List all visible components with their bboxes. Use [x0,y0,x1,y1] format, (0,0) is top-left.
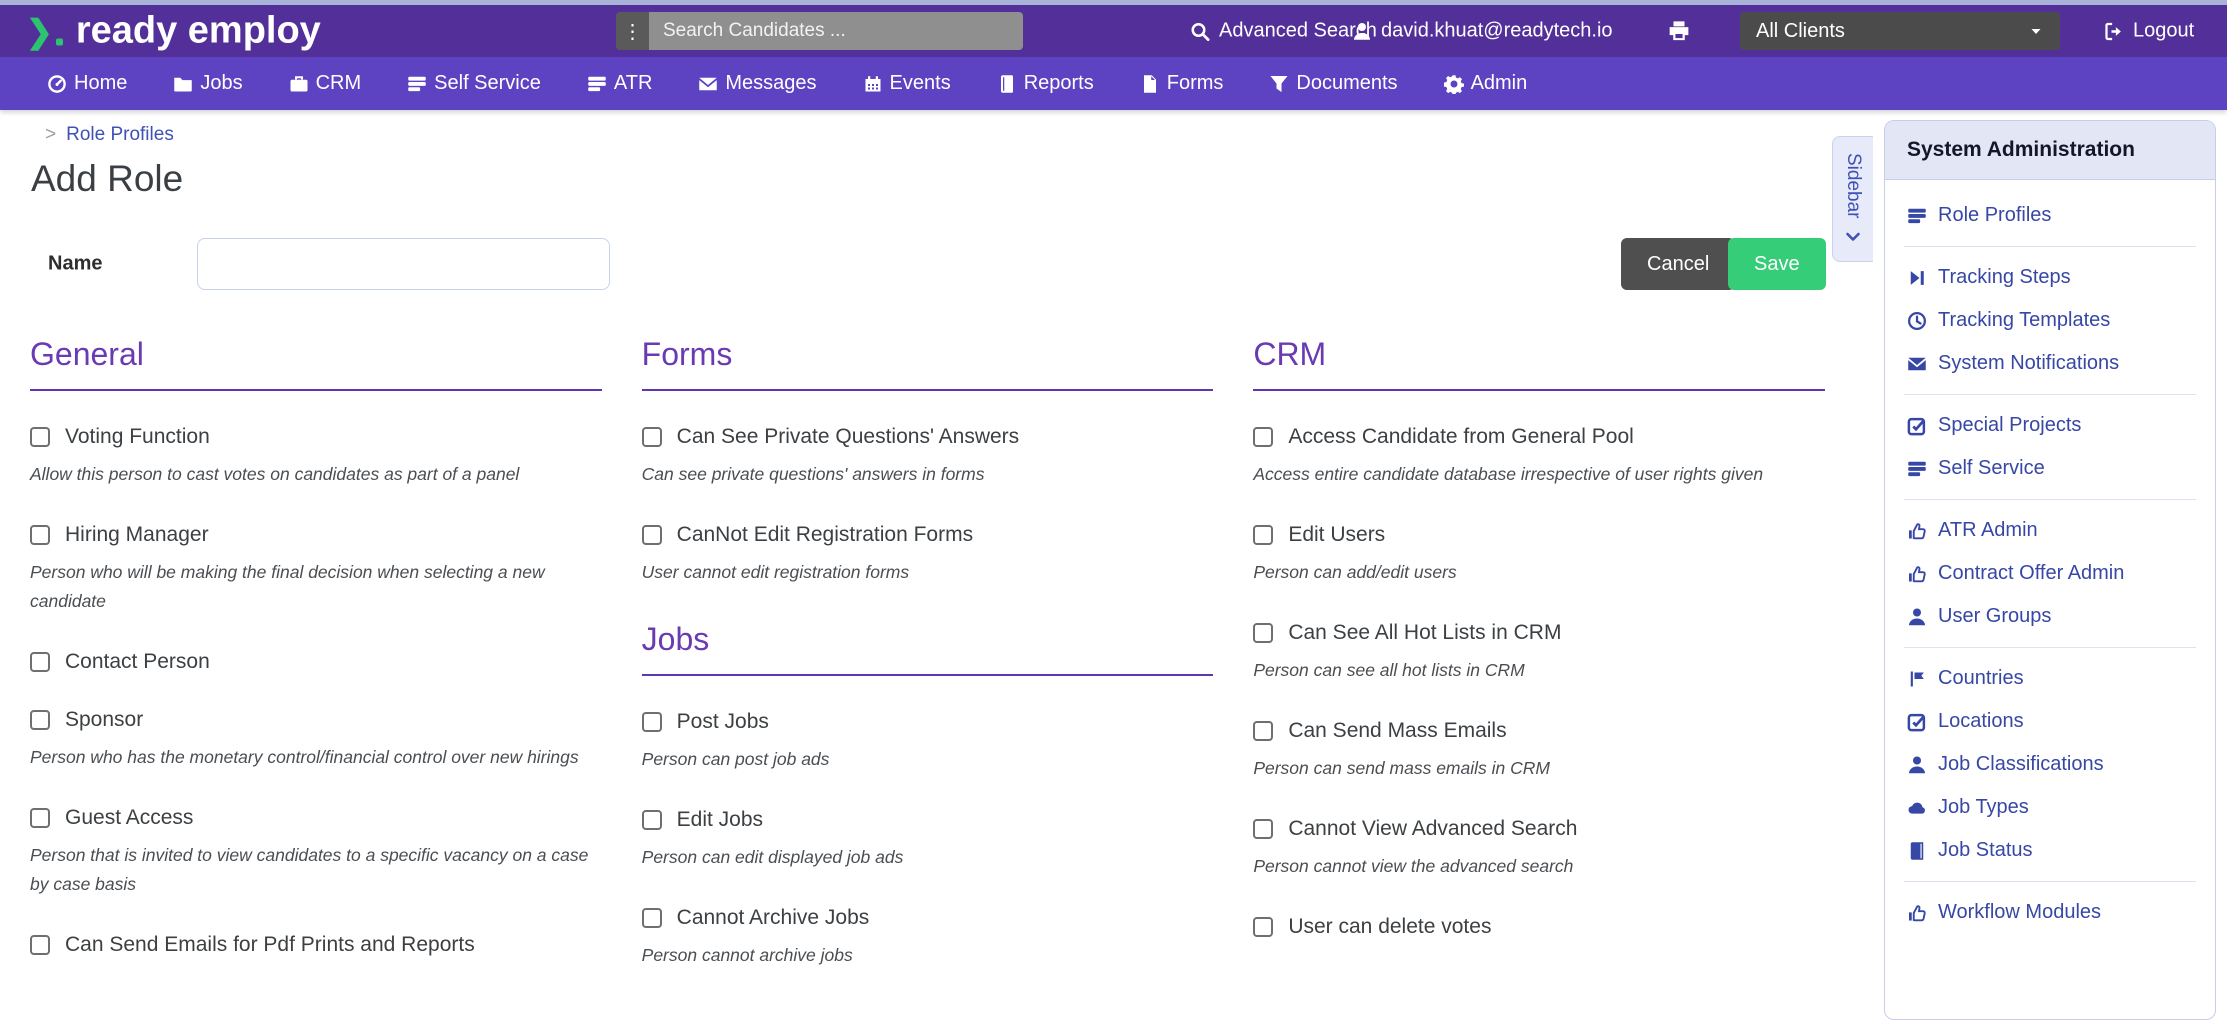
permission-item [1253,425,1825,489]
sidebar-item-locations[interactable]: Locations [1885,700,2215,743]
printer-icon [1668,20,1690,42]
permission-label: Can See All Hot Lists in CRM [1288,621,1562,644]
section-jobs [642,621,1214,970]
sidebar-item-tracking-steps[interactable]: Tracking Steps [1885,256,2215,299]
candidate-search [616,12,1023,50]
hot-lists-checkbox[interactable] [1253,623,1273,643]
advanced-search-link[interactable] [1190,20,1377,43]
permission-label: Hiring Manager [65,523,209,546]
gauge-icon [47,74,67,94]
section-title: Jobs [642,621,1214,676]
caret-down-icon [2028,23,2044,39]
gear-icon [1444,74,1464,94]
permission-list [30,425,602,957]
column-general [30,336,602,991]
section-title: Forms [642,336,1214,391]
nav-events[interactable]: Events [863,72,951,95]
permission-item [30,425,602,489]
permission-label: Access Candidate from General Pool [1288,425,1634,448]
cloud-icon [1907,798,1927,818]
client-filter-value: All Clients [1756,19,1845,42]
permissions-columns [30,336,1825,1004]
permission-description: Person who will be making the final decision when selecting a new candidate [30,562,545,611]
envelope-icon [698,74,718,94]
permission-item [642,425,1214,489]
permission-description: Person who has the monetary control/financial control over new hirings [30,747,579,767]
divider [1904,499,2196,500]
permission-item [30,708,602,772]
thumbs-up-icon [1907,903,1927,923]
permission-item [1253,621,1825,685]
sidebar-item-special-projects[interactable]: Special Projects [1885,404,2215,447]
send-emails-pdf-checkbox[interactable] [30,935,50,955]
permission-list [642,710,1214,970]
permission-label: Sponsor [65,708,144,731]
logo-chevron-icon: ❯ [26,13,53,49]
sponsor-checkbox[interactable] [30,710,50,730]
section-general [30,336,602,957]
flag-icon [1907,669,1927,689]
permission-item [1253,915,1825,939]
report-icon [997,74,1017,94]
nav-messages[interactable]: Messages [698,72,816,95]
search-input[interactable] [649,12,1023,50]
sidebar-item-job-types[interactable]: Job Types [1885,786,2215,829]
role-name-input[interactable] [197,238,610,290]
cannot-view-advanced-search-checkbox[interactable] [1253,819,1273,839]
nav-documents[interactable]: Documents [1269,72,1397,95]
divider [1904,881,2196,882]
logout-label: Logout [2133,19,2195,42]
server-icon [407,74,427,94]
app-header [0,5,2227,57]
menu-dots-icon: ⋮ [622,20,643,43]
main-nav [0,57,2227,110]
name-label: Name [48,252,103,275]
briefcase-icon [289,74,309,94]
sidebar-item-workflow-modules[interactable]: Workflow Modules [1885,891,2215,934]
save-button[interactable]: Save [1728,238,1826,290]
person-icon [1907,607,1927,627]
calendar-icon [863,74,883,94]
permission-description: Person can post job ads [641,749,830,769]
sidebar-item-countries[interactable]: Countries [1885,657,2215,700]
voting-function-checkbox[interactable] [30,427,50,447]
permission-item [642,906,1214,970]
nav-atr[interactable]: ATR [587,72,653,95]
client-filter-select[interactable] [1740,12,2060,50]
thumbs-up-icon [1907,564,1927,584]
permission-item [30,523,602,616]
print-button[interactable] [1668,20,1690,42]
cannot-edit-registration-checkbox[interactable] [642,525,662,545]
sidebar-item-role-profiles[interactable]: Role Profiles [1885,194,2215,237]
permission-item [30,806,602,899]
nav-crm[interactable]: CRM [289,72,362,95]
server-icon [587,74,607,94]
edit-users-checkbox[interactable] [1253,525,1273,545]
sidebar-item-contract-offer-admin[interactable]: Contract Offer Admin [1885,552,2215,595]
thumbs-up-icon [1907,521,1927,541]
cancel-button[interactable]: Cancel [1621,238,1735,290]
permission-item [1253,817,1825,881]
check-square-icon [1907,712,1927,732]
permission-list [1253,425,1825,939]
permission-description: Person that is invited to view candidates to a specific vacancy on a case by case basis [30,845,589,894]
permission-list [642,425,1214,587]
nav-reports[interactable]: Reports [997,72,1094,95]
section-forms [642,336,1214,587]
breadcrumb-role-profiles[interactable]: Role Profiles [66,124,174,145]
sidebar-item-job-classifications[interactable]: Job Classifications [1885,743,2215,786]
divider [1904,394,2196,395]
permission-label: Can Send Emails for Pdf Prints and Reports [65,933,475,956]
edit-jobs-checkbox[interactable] [642,810,662,830]
permission-description: Person can see all hot lists in CRM [1253,660,1525,680]
divider [1904,246,2196,247]
hiring-manager-checkbox[interactable] [30,525,50,545]
system-administration-panel [1884,120,2216,1020]
logout-button[interactable] [2104,20,2194,43]
permission-item [30,650,602,674]
permission-description: Person can send mass emails in CRM [1253,758,1550,778]
nav-home[interactable]: Home [47,72,127,95]
app-logo[interactable] [26,10,321,53]
sidebar-collapse-tab[interactable] [1832,136,1873,262]
permission-label: Voting Function [65,425,210,448]
check-square-icon [1907,416,1927,436]
permission-label: Guest Access [65,806,194,829]
permission-label: Can Send Mass Emails [1288,719,1507,742]
permission-description: Allow this person to cast votes on candidates as part of a panel [30,464,520,484]
permission-label: Edit Users [1288,523,1386,546]
logo-dot-icon [56,39,63,46]
search-options-button[interactable] [616,12,649,50]
permission-description: Access entire candidate database irrespective of user rights given [1253,464,1764,484]
search-icon [1190,21,1210,41]
cannot-archive-jobs-checkbox[interactable] [642,908,662,928]
permission-label: Cannot View Advanced Search [1288,817,1578,840]
permission-description: Person can edit displayed job ads [641,847,904,867]
user-account-link[interactable] [1352,20,1613,43]
logo-text: ready employ [75,9,321,52]
contact-person-checkbox[interactable] [30,652,50,672]
permission-item [30,933,602,957]
clock-icon [1907,311,1927,331]
permission-label: Post Jobs [676,710,769,733]
permission-item [642,523,1214,587]
file-icon [1140,74,1160,94]
section-title: General [30,336,602,391]
general-pool-checkbox[interactable] [1253,427,1273,447]
permission-label: Cannot Archive Jobs [676,906,870,929]
page-title: Add Role [31,158,184,199]
folder-icon [173,74,193,94]
sidebar-item-atr-admin[interactable]: ATR Admin [1885,509,2215,552]
server-icon [1907,459,1927,479]
sidebar-item-system-notifications[interactable]: System Notifications [1885,342,2215,385]
permission-label: Can See Private Questions' Answers [676,425,1020,448]
nav-jobs[interactable]: Jobs [173,72,242,95]
panel-body [1885,180,2215,934]
delete-votes-checkbox[interactable] [1253,917,1273,937]
divider [1904,647,2196,648]
sidebar-item-tracking-templates[interactable]: Tracking Templates [1885,299,2215,342]
private-questions-checkbox[interactable] [642,427,662,447]
permission-label: CanNot Edit Registration Forms [676,523,974,546]
permission-description: User cannot edit registration forms [641,562,910,582]
mass-emails-checkbox[interactable] [1253,721,1273,741]
permission-label: Edit Jobs [676,808,764,831]
nav-self-service[interactable]: Self Service [407,72,541,95]
post-jobs-checkbox[interactable] [642,712,662,732]
permission-item [642,710,1214,774]
book-icon [1907,841,1927,861]
funnel-icon [1269,74,1289,94]
column-crm [1253,336,1825,973]
logout-icon [2104,21,2124,41]
user-email: david.khuat@readytech.io [1381,19,1613,42]
sidebar-item-user-groups[interactable]: User Groups [1885,595,2215,638]
server-icon [1907,206,1927,226]
permission-description: Can see private questions' answers in forms [641,464,985,484]
nav-forms[interactable]: Forms [1140,72,1224,95]
column-forms-jobs [642,336,1214,1004]
permission-label: Contact Person [65,650,210,673]
panel-title: System Administration [1885,121,2215,180]
permission-item [1253,719,1825,783]
sidebar-tab-label: Sidebar [1843,153,1864,219]
section-title: CRM [1253,336,1825,391]
step-forward-icon [1907,268,1927,288]
permission-item [1253,523,1825,587]
sidebar-item-self-service[interactable]: Self Service [1885,447,2215,490]
permission-label: User can delete votes [1288,915,1492,938]
guest-access-checkbox[interactable] [30,808,50,828]
permission-description: Person cannot archive jobs [641,945,853,965]
person-icon [1907,755,1927,775]
user-icon [1352,21,1372,41]
permission-description: Person can add/edit users [1253,562,1457,582]
chevron-down-icon [1845,229,1861,245]
permission-item [642,808,1214,872]
nav-admin[interactable]: Admin [1444,72,1528,95]
advanced-search-label: Advanced Search [1219,19,1377,42]
envelope-icon [1907,354,1927,374]
permission-description: Person cannot view the advanced search [1253,856,1574,876]
sidebar-item-job-status[interactable]: Job Status [1885,829,2215,872]
section-crm [1253,336,1825,939]
breadcrumb-separator: > [45,124,57,145]
